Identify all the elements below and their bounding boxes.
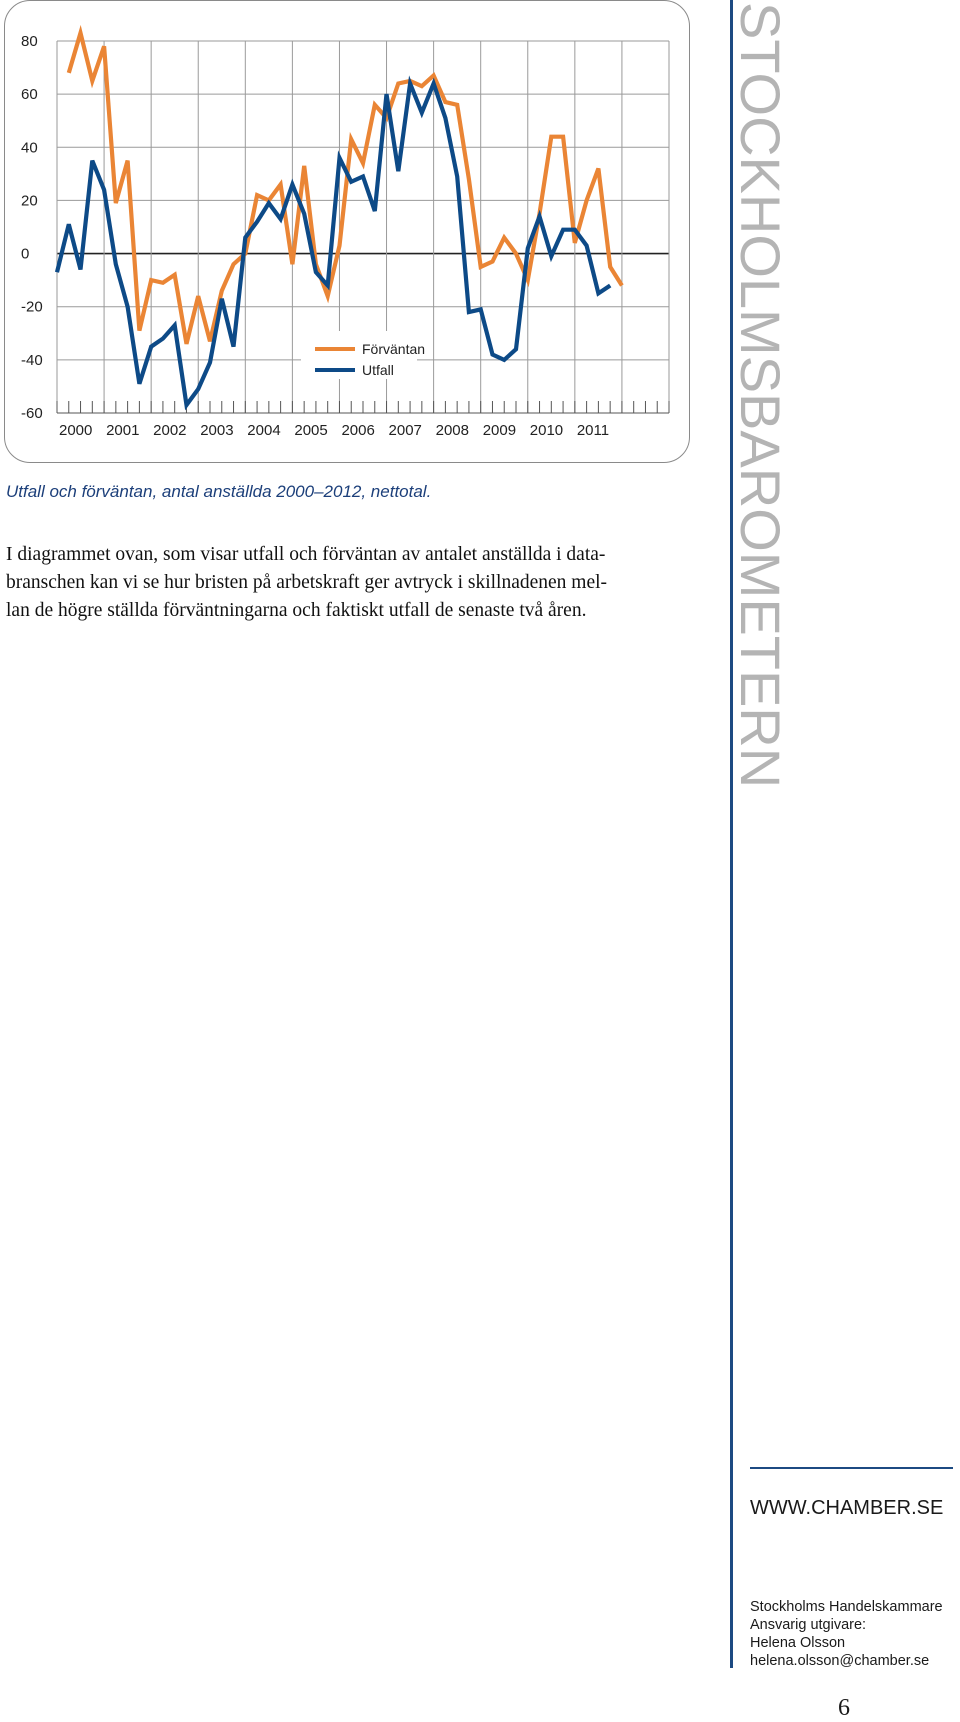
- y-tick-label: 60: [21, 86, 38, 103]
- publisher-email[interactable]: helena.olsson@chamber.se: [750, 1652, 956, 1670]
- x-tick-label: 2005: [294, 422, 327, 439]
- y-tick-label: 0: [21, 246, 29, 263]
- y-tick-label: -40: [21, 352, 43, 369]
- x-tick-label: 2009: [483, 422, 516, 439]
- x-tick-label: 2007: [389, 422, 422, 439]
- y-tick-label: 80: [21, 33, 38, 50]
- legend-label-utfall: Utfall: [362, 362, 394, 378]
- line-chart: [5, 1, 690, 463]
- website-link[interactable]: WWW.CHAMBER.SE: [750, 1497, 943, 1520]
- sidebar-divider: [750, 1467, 953, 1469]
- body-line: lan de högre ställda förväntningarna och faktiskt utfall de senaste två åren.: [6, 597, 686, 625]
- chart-legend: [301, 331, 425, 379]
- x-tick-label: 2010: [530, 422, 563, 439]
- chart-panel: [4, 0, 690, 463]
- body-line: branschen kan vi se hur bristen på arbetskraft ger avtryck i skillnadenen mel-: [6, 569, 686, 597]
- x-tick-label: 2002: [153, 422, 186, 439]
- page-number: 6: [838, 1695, 850, 1722]
- y-tick-label: 40: [21, 139, 38, 156]
- body-line: I diagrammet ovan, som visar utfall och förväntan av antalet anställda i data-: [6, 541, 686, 569]
- x-tick-label: 2000: [59, 422, 92, 439]
- y-tick-label: -20: [21, 299, 43, 316]
- series-line-forvantan: [69, 33, 622, 344]
- x-tick-label: 2011: [577, 422, 609, 439]
- x-tick-label: 2003: [200, 422, 233, 439]
- x-tick-label: 2001: [106, 422, 139, 439]
- body-paragraph: [6, 541, 686, 625]
- publisher-name: Stockholms Handelskammare: [750, 1598, 956, 1616]
- publisher-person: Helena Olsson: [750, 1634, 956, 1652]
- chart-caption: Utfall och förväntan, antal anställda 2000–2012, nettotal.: [6, 482, 686, 502]
- y-tick-label: 20: [21, 192, 38, 209]
- vertical-publication-title: STOCKHOLMSBAROMETERN: [730, 2, 790, 882]
- x-tick-label: 2008: [436, 422, 469, 439]
- publisher-role: Ansvarig utgivare:: [750, 1616, 956, 1634]
- y-tick-label: -60: [21, 405, 43, 422]
- publisher-info: [750, 1598, 956, 1670]
- legend-label-forvantan: Förväntan: [362, 341, 425, 357]
- x-tick-label: 2006: [341, 422, 374, 439]
- x-tick-label: 2004: [247, 422, 280, 439]
